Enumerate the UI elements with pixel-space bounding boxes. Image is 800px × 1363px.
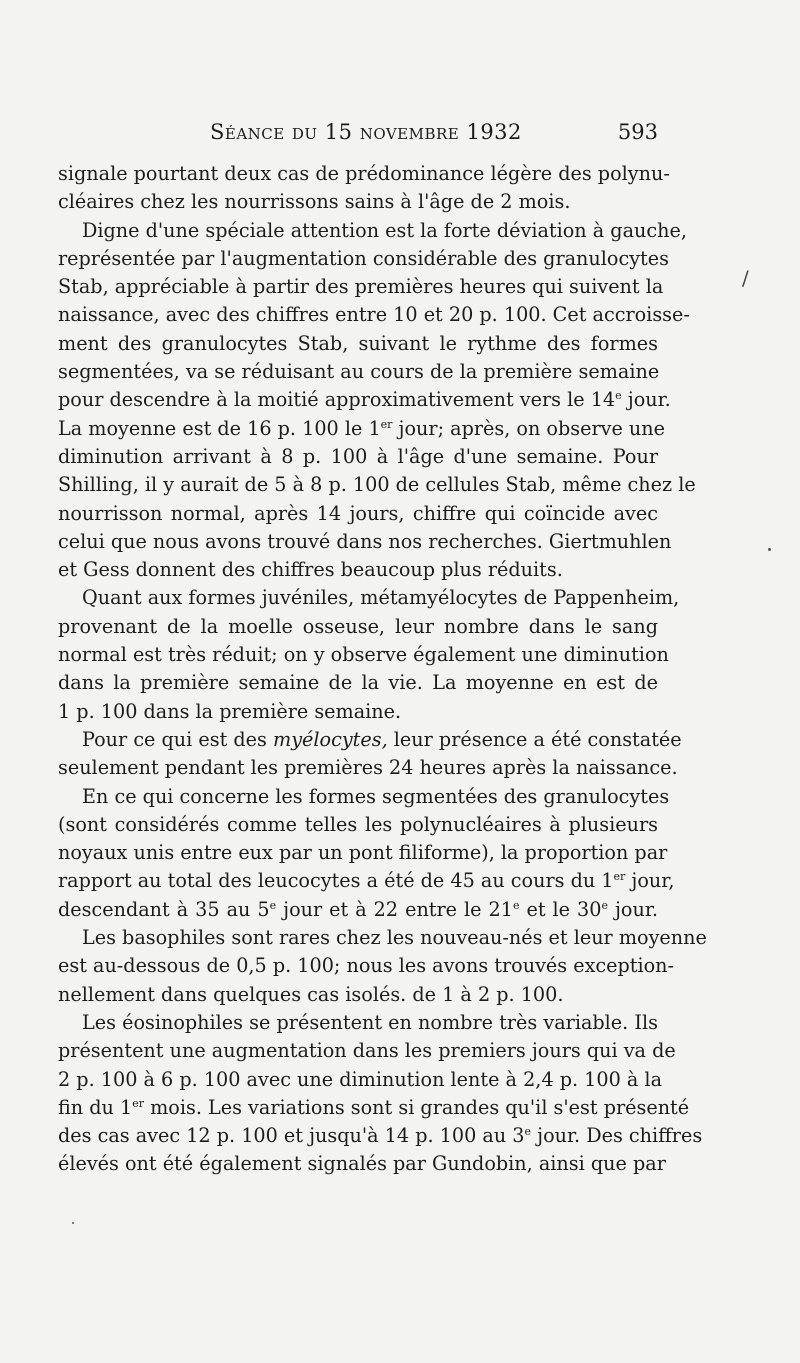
paragraph bbox=[58, 924, 707, 1009]
text-line: et Gess donnent des chiffres beaucoup plus réduits. bbox=[58, 558, 563, 582]
text-run: Pour ce qui est des bbox=[82, 727, 273, 751]
text-line: présentent une augmentation dans les premiers jours qui va de bbox=[58, 1039, 676, 1063]
superscript: er bbox=[132, 1096, 144, 1110]
italic-term: myélocytes, bbox=[273, 727, 388, 751]
text-line bbox=[58, 726, 682, 754]
text-line: segmentées, va se réduisant au cours de la première semaine bbox=[58, 360, 660, 384]
text-line: cléaires chez les nourrissons sains à l'âge de 2 mois. bbox=[58, 190, 571, 214]
text-line: Shilling, il y aurait de 5 à 8 p. 100 de cellules Stab, même chez le bbox=[58, 473, 696, 497]
text-line: Les éosinophiles se présentent en nombre très variable. Ils bbox=[82, 1010, 658, 1034]
running-header bbox=[58, 120, 658, 154]
text-line: Stab, appréciable à partir des premières heures qui suivent la bbox=[58, 275, 664, 299]
text-run: mois. Les variations sont si grandes qu'il s'est présenté bbox=[143, 1095, 690, 1119]
title-month: novembre bbox=[359, 120, 460, 144]
superscript: e bbox=[524, 1125, 532, 1139]
text-line: ment des granulocytes Stab, suivant le rythme des formes bbox=[58, 331, 658, 355]
text-line bbox=[58, 867, 675, 895]
text-line bbox=[58, 386, 671, 414]
text-line: élevés ont été également signalés par Gundobin, ainsi que par bbox=[58, 1152, 666, 1176]
text-line: nellement dans quelques cas isolés. de 1 à 2 p. 100. bbox=[58, 982, 564, 1006]
text-line: seulement pendant les premières 24 heures après la naissance. bbox=[58, 756, 678, 780]
superscript: e bbox=[269, 898, 277, 912]
paper-speck bbox=[72, 1222, 74, 1224]
text-line: représentée par l'augmentation considérable des granulocytes bbox=[58, 246, 669, 270]
text-line: provenant de la moelle osseuse, leur nombre dans le sang bbox=[58, 614, 658, 638]
paper-speck bbox=[768, 548, 771, 551]
text-line: normal est très réduit; on y observe également une diminution bbox=[58, 643, 669, 667]
page-number: 593 bbox=[617, 120, 658, 144]
paragraph bbox=[58, 1009, 703, 1179]
text-line: Digne d'une spéciale attention est la forte déviation à gauche, bbox=[82, 218, 687, 242]
text-line: est au-dessous de 0,5 p. 100; nous les avons trouvés exception- bbox=[58, 954, 675, 978]
text-run: jour et à 22 entre le 21 bbox=[276, 897, 513, 921]
text-line bbox=[58, 1122, 703, 1150]
text-run: leur présence a été constatée bbox=[387, 727, 682, 751]
text-line: signale pourtant deux cas de prédominance légère des polynu- bbox=[58, 162, 670, 185]
text-line: Les basophiles sont rares chez les nouveau-nés et leur moyenne bbox=[82, 926, 707, 950]
paragraph bbox=[58, 217, 696, 585]
paragraph bbox=[58, 160, 670, 217]
text-line: En ce qui concerne les formes segmentées des granulocytes bbox=[82, 784, 670, 808]
paragraph bbox=[58, 584, 680, 725]
text-line: dans la première semaine de la vie. La moyenne en est de bbox=[58, 671, 658, 695]
text-line: (sont considérés comme telles les polynucléaires à plusieurs bbox=[58, 812, 658, 836]
paragraph bbox=[58, 726, 682, 783]
superscript: e bbox=[615, 389, 622, 403]
text-line: 1 p. 100 dans la première semaine. bbox=[58, 699, 402, 723]
superscript: er bbox=[613, 870, 626, 884]
text-line bbox=[58, 1094, 690, 1122]
text-line: nourrisson normal, après 14 jours, chiffre qui coïncide avec bbox=[58, 501, 658, 525]
text-run: fin du 1 bbox=[58, 1095, 133, 1119]
text-run: et le 30 bbox=[519, 897, 602, 921]
title-prefix: Séance du bbox=[210, 120, 318, 144]
text-run: rapport au total des leucocytes a été de 45 au cours du 1 bbox=[58, 869, 614, 893]
text-line: noyaux unis entre eux par un pont filiforme), la proportion par bbox=[58, 841, 668, 865]
superscript: e bbox=[601, 898, 608, 912]
text-run: jour, bbox=[625, 869, 675, 893]
body-text bbox=[58, 160, 707, 1179]
text-run: jour. Des chiffres bbox=[531, 1124, 703, 1148]
text-run: jour. bbox=[621, 388, 671, 412]
text-run: jour. bbox=[607, 897, 658, 921]
text-run: jour; après, on observe une bbox=[392, 416, 666, 440]
title-day: 15 bbox=[324, 120, 353, 144]
superscript: e bbox=[512, 898, 520, 912]
title-year: 1932 bbox=[466, 120, 522, 144]
text-run: des cas avec 12 p. 100 et jusqu'à 14 p. 100 au 3 bbox=[58, 1124, 525, 1148]
running-title bbox=[210, 120, 522, 144]
text-run: La moyenne est de 16 p. 100 le 1 bbox=[58, 416, 381, 440]
text-run: descendant à 35 au 5 bbox=[58, 897, 270, 921]
text-line: naissance, avec des chiffres entre 10 et 20 p. 100. Cet accroisse- bbox=[58, 303, 690, 327]
margin-pencil-mark: / bbox=[742, 266, 749, 290]
text-line: diminution arrivant à 8 p. 100 à l'âge d'une semaine. Pour bbox=[58, 444, 658, 468]
paragraph bbox=[58, 783, 675, 924]
superscript: er bbox=[380, 417, 393, 431]
text-line bbox=[58, 896, 658, 924]
text-run: pour descendre à la moitié approximativement vers le 14 bbox=[58, 388, 616, 412]
text-line: celui que nous avons trouvé dans nos recherches. Giertmuhlen bbox=[58, 529, 672, 553]
text-line bbox=[58, 415, 666, 443]
text-line: 2 p. 100 à 6 p. 100 avec une diminution lente à 2,4 p. 100 à la bbox=[58, 1067, 663, 1091]
text-line: Quant aux formes juvéniles, métamyélocytes de Pappenheim, bbox=[82, 586, 680, 610]
